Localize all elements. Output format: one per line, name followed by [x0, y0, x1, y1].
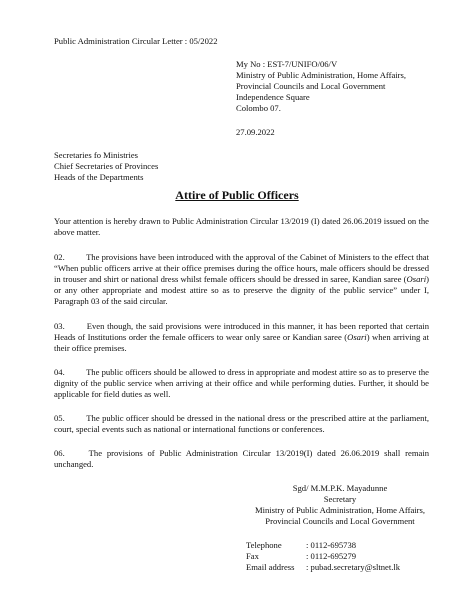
contact-email [246, 562, 400, 573]
contact-block [246, 540, 400, 573]
recipient-line: Secretaries fo Ministries [54, 150, 139, 160]
paragraph-text: The provisions of Public Administration Circular 13/2019(I) dated 26.06.2019 shall remain unchanged. [54, 448, 429, 469]
paragraph-text: The provisions have been introduced with the approval of the Cabinet of Ministers to the effect that “When public officers arrive at their office premises during the office hours, male officers should be dressed in trouser and shirt or national dress whilst female officers should be dressed in saree, Kandian saree ( [54, 252, 429, 284]
contact-telephone [246, 540, 400, 551]
paragraph-text: The public officer should be dressed in the national dress or the prescribed attire at the parliament, court, special events such as national or international functions or conferences. [54, 413, 430, 434]
paragraph-text: The public officers should be allowed to dress in appropriate and modest attire so as to preserve the dignity of the public service when arriving at their office and while performing duties. Further, it should be applicable for field duties as well. [54, 367, 429, 399]
document-title: Attire of Public Officers [175, 188, 299, 202]
reference-number: My No : EST-7/UNIFO/06/V [236, 59, 338, 69]
paragraph-text: ) or any other appropriate and modest attire so as to preserve the dignity of the public service” under I, Paragraph 03 of the said circular. [54, 274, 429, 306]
contact-value: : 0112-695279 [306, 551, 357, 561]
paragraph-03-text [54, 321, 429, 354]
paragraph-number: 04. [54, 367, 65, 377]
sender-address-line: Colombo 07. [236, 103, 281, 113]
recipient-line: Heads of the Departments [54, 172, 144, 182]
contact-fax [246, 551, 400, 562]
paragraph-number: 03. [54, 321, 65, 331]
contact-value: : 0112-695738 [306, 540, 357, 550]
sender-org-line: Ministry of Public Administration, Home Affairs, [236, 70, 407, 80]
sender-org-line: Provincial Councils and Local Government [236, 81, 386, 91]
signatory-org-line: Ministry of Public Administration, Home Affairs, [254, 505, 426, 515]
paragraph-02 [54, 252, 429, 307]
signatory-designation: Secretary [323, 494, 357, 504]
contact-value: : pubad.secretary@sltnet.lk [306, 562, 401, 572]
contact-label: Fax [246, 551, 259, 561]
contact-label: Telephone [246, 540, 282, 550]
recipients-block [54, 150, 158, 183]
paragraph-06-text [54, 448, 429, 470]
paragraph-italic-term: Osari [406, 274, 427, 284]
recipient-line: Chief Secretaries of Provinces [54, 161, 159, 171]
paragraph-number: 06. [54, 448, 65, 458]
contact-label: Email address [246, 562, 295, 572]
paragraph-number: 02. [54, 252, 65, 262]
paragraph-05-text [54, 413, 429, 435]
paragraph-04 [54, 367, 429, 400]
circular-letter-number: Public Administration Circular Letter : 05/2022 [54, 36, 218, 46]
paragraph-text: ) when arriving at their office premises. [54, 332, 430, 353]
letter-date: 27.09.2022 [236, 127, 275, 137]
paragraph-04-text [54, 367, 429, 400]
signatory-org-line: Provincial Councils and Local Government [265, 516, 415, 526]
signature-block [236, 483, 444, 527]
sender-block [236, 59, 406, 114]
paragraph-number: 05. [54, 413, 65, 423]
paragraph-italic-term: Osari [347, 332, 367, 342]
paragraph-text: Even though, the said provisions were introduced in this manner, it has been reported that certain Heads of Institutions order the female officers to wear only saree or Kandian saree ( [54, 321, 429, 342]
paragraph-02-text [54, 252, 429, 307]
signatory-name: Sgd/ M.M.P.K. Mayadunne [292, 483, 388, 493]
paragraph-03 [54, 321, 429, 354]
intro-paragraph [54, 216, 429, 238]
sender-address-line: Independence Square [236, 92, 310, 102]
paragraph-05 [54, 413, 429, 435]
paragraph-06 [54, 448, 429, 470]
intro-text: Your attention is hereby drawn to Public Administration Circular 13/2019 (I) dated 26.06.2019 issued on the above matter. [54, 216, 429, 237]
